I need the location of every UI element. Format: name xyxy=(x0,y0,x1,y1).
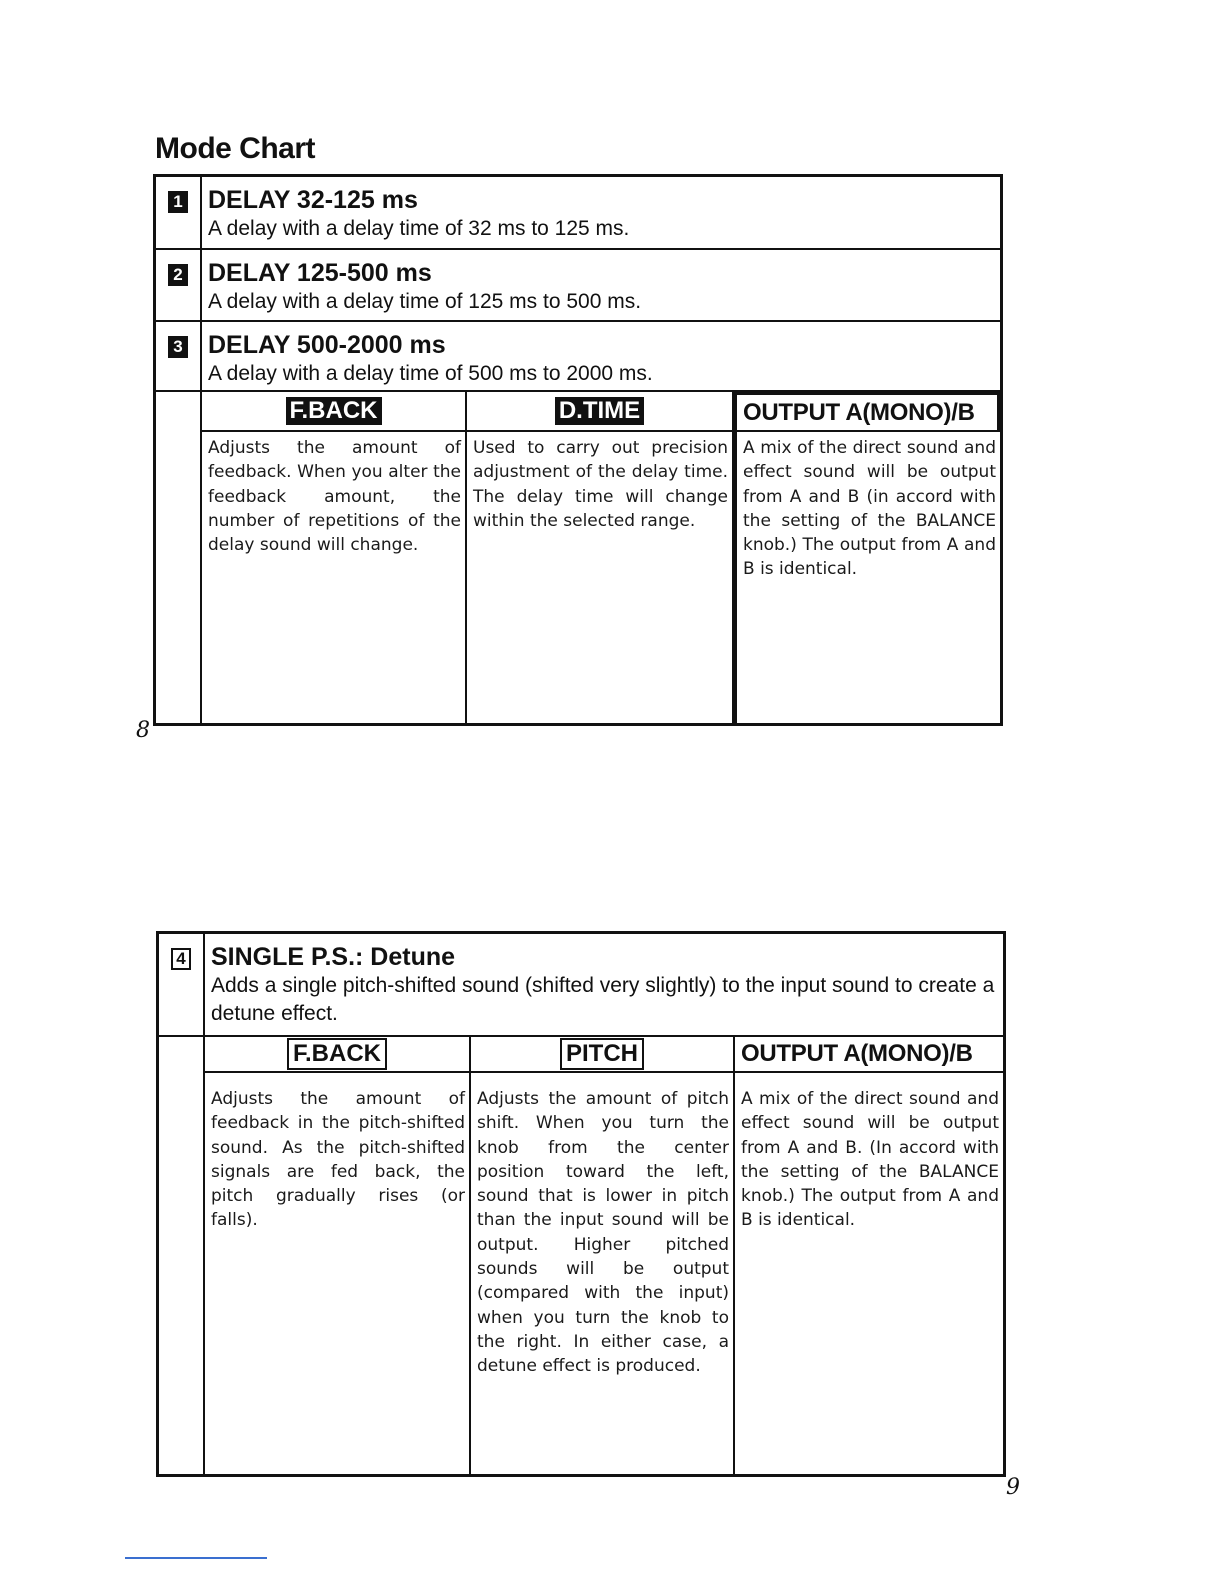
mode-number-cell xyxy=(156,250,202,322)
output-label: OUTPUT A(MONO)/B xyxy=(741,1040,973,1067)
fback-knob-label: F.BACK xyxy=(287,1038,387,1070)
param-header-dtime xyxy=(467,392,734,432)
output-label: OUTPUT A(MONO)/B xyxy=(743,398,975,426)
mode-row xyxy=(205,934,1003,1037)
mode-chart-delay xyxy=(153,174,1003,726)
footer-rule xyxy=(125,1557,267,1559)
mode-description: A delay with a delay time of 500 ms to 2000 ms. xyxy=(208,362,653,385)
param-text-pitch: Adjusts the amount of pitch shift. When you turn the knob from the center position toward the left, sound that is lower in pitch than the input sound will be output. Higher pitched sounds will be output (compared with the input) when you turn the knob to the right. In either case, a detune effect is produced. xyxy=(471,1073,735,1474)
mode-description: Adds a single pitch-shifted sound (shifted very slightly) to the input sound to create a detune effect. xyxy=(211,974,995,1025)
mode-name: DELAY 125-500 ms xyxy=(208,259,432,287)
param-header-output xyxy=(734,392,1000,432)
mode-number-cell xyxy=(159,934,205,1037)
param-header-pitch xyxy=(471,1037,735,1073)
param-text-dtime: Used to carry out precision adjustment of the delay time. The delay time will change within the selected range. xyxy=(467,432,734,723)
mode-number-spacer xyxy=(159,1037,205,1474)
mode-number-spacer xyxy=(156,392,202,723)
mode-row xyxy=(202,250,1000,322)
pitch-knob-label: PITCH xyxy=(560,1038,644,1070)
mode-number-badge: 1 xyxy=(168,191,188,213)
parameter-table xyxy=(205,1037,1003,1474)
mode-number-badge: 2 xyxy=(168,264,188,286)
param-text-fback: Adjusts the amount of feedback in the pitch-shifted sound. As the pitch-shifted signals are fed back, the pitch gradually rises (or falls). xyxy=(205,1073,471,1474)
mode-number-badge: 3 xyxy=(168,336,188,358)
page-title: Mode Chart xyxy=(155,132,315,165)
mode-name: DELAY 32-125 ms xyxy=(208,186,418,214)
param-header-output xyxy=(735,1037,1003,1073)
mode-row xyxy=(202,177,1000,250)
param-text-output: A mix of the direct sound and effect sound will be output from A and B. (In accord with the setting of the BALANCE knob.) The output from A and B is identical. xyxy=(741,1089,999,1231)
mode-number-cell xyxy=(156,177,202,250)
mode-row xyxy=(202,322,1000,392)
param-text-output: A mix of the direct sound and effect sound will be output from A and B (in accord with the setting of the BALANCE knob.) The output from A and B is identical. xyxy=(734,432,1000,723)
mode-number-cell xyxy=(156,322,202,392)
mode-chart-detune xyxy=(156,931,1006,1477)
mode-number-badge: 4 xyxy=(171,948,191,970)
param-text-fback: Adjusts the amount of feedback. When you alter the feedback amount, the number of repetitions of the delay sound will change. xyxy=(202,432,467,723)
dtime-knob-label: D.TIME xyxy=(555,397,644,425)
param-header-fback xyxy=(202,392,467,432)
parameter-table xyxy=(202,392,1000,723)
mode-name: SINGLE P.S.: Detune xyxy=(211,943,456,971)
fback-knob-label: F.BACK xyxy=(286,397,382,425)
mode-description: A delay with a delay time of 125 ms to 500 ms. xyxy=(208,290,642,313)
mode-description: A delay with a delay time of 32 ms to 125 ms. xyxy=(208,217,630,240)
page-number-right: 9 xyxy=(1006,1475,1020,1500)
param-header-fback xyxy=(205,1037,471,1073)
page-number-left: 8 xyxy=(136,718,150,743)
mode-name: DELAY 500-2000 ms xyxy=(208,331,446,359)
